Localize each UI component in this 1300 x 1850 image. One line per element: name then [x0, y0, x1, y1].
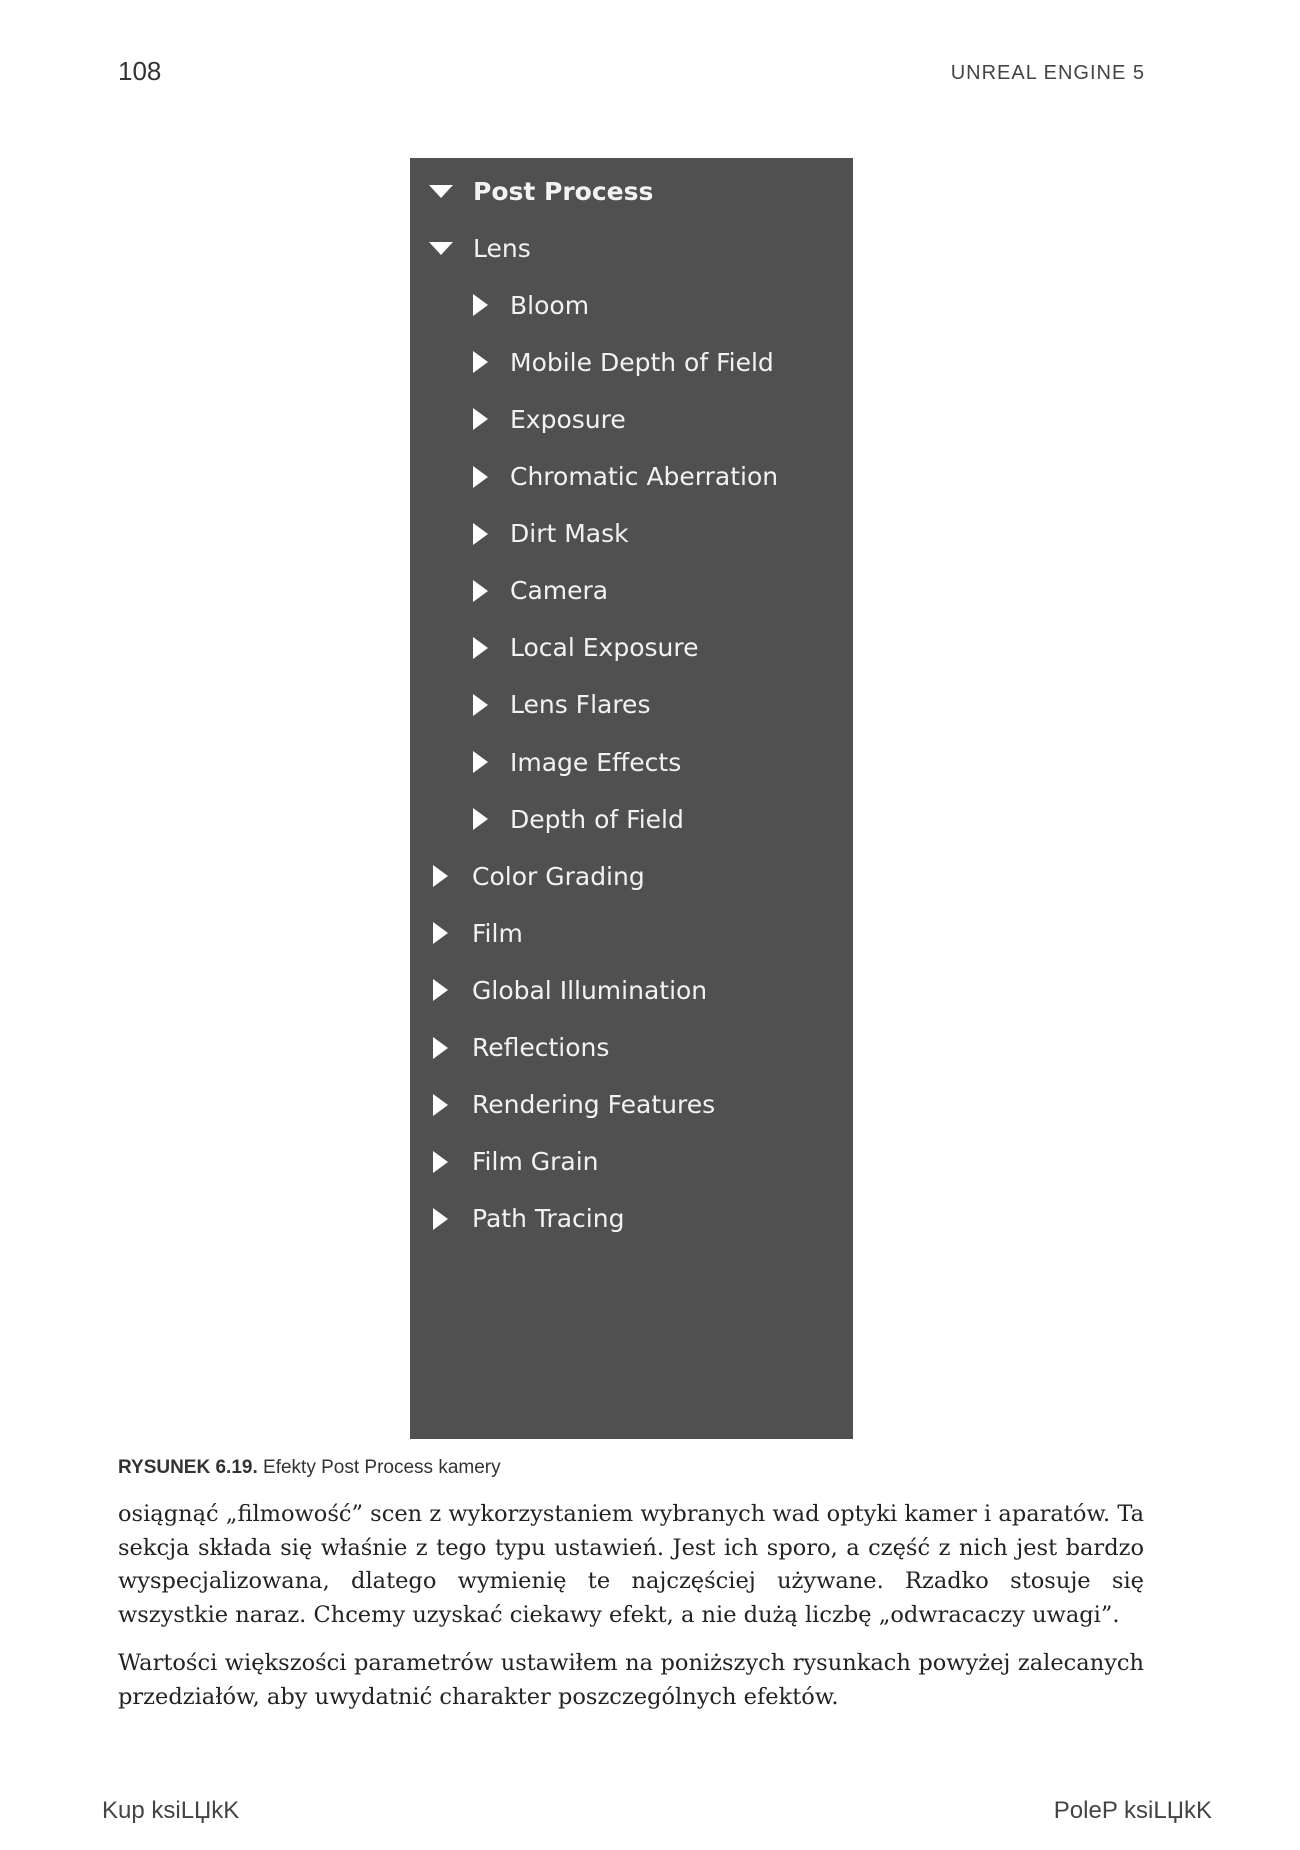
- tree-item-label: Mobile Depth of Field: [510, 347, 774, 377]
- tree-item-label: Film Grain: [472, 1147, 599, 1177]
- tree-item-label: Chromatic Aberration: [510, 462, 779, 491]
- tree-item[interactable]: [410, 276, 853, 334]
- tree-item-label: Post Process: [473, 176, 654, 206]
- collapsed-arrow-icon[interactable]: [433, 1094, 448, 1116]
- running-header: UNREAL ENGINE 5: [950, 62, 1145, 84]
- page-number: 108: [118, 56, 162, 86]
- collapsed-arrow-icon[interactable]: [433, 1151, 448, 1173]
- tree-item[interactable]: [410, 162, 853, 220]
- tree-item[interactable]: [410, 904, 853, 962]
- collapsed-arrow-icon[interactable]: [433, 922, 448, 944]
- tree-item-label: Global Illumination: [472, 975, 708, 1005]
- footer-buy-book-link[interactable]: Kup ksiLЏkK: [102, 1797, 240, 1824]
- body-paragraph-2: Wartości większości parametrów ustawiłem na poniższych rysunkach powyżej zalecanych przedziałów, aby uwydatnić charakter poszczególnych efektów.: [118, 1650, 1144, 1710]
- tree-item[interactable]: [410, 1076, 853, 1134]
- tree-item[interactable]: [410, 961, 853, 1019]
- tree-item-label: Color Grading: [472, 861, 645, 891]
- collapsed-arrow-icon[interactable]: [473, 294, 488, 316]
- tree-item-label: Rendering Features: [472, 1090, 716, 1120]
- collapsed-arrow-icon[interactable]: [473, 637, 488, 659]
- tree-item-label: Camera: [510, 576, 609, 606]
- expanded-arrow-icon[interactable]: [429, 185, 453, 198]
- tree-item-label: Image Effects: [510, 747, 682, 777]
- collapsed-arrow-icon[interactable]: [473, 751, 488, 773]
- caption-text: Efekty Post Process kamery: [263, 1457, 501, 1478]
- tree-item-label: Path Tracing: [472, 1204, 625, 1234]
- collapsed-arrow-icon[interactable]: [473, 466, 488, 488]
- tree-item-label: Lens: [473, 233, 531, 263]
- tree-item-label: Depth of Field: [510, 804, 684, 834]
- collapsed-arrow-icon[interactable]: [473, 408, 488, 430]
- tree-item-label: Reflections: [472, 1033, 610, 1062]
- tree-item[interactable]: [410, 448, 853, 506]
- tree-item-label: Bloom: [510, 290, 590, 320]
- tree-item[interactable]: [410, 1190, 853, 1248]
- tree-item[interactable]: [410, 619, 853, 677]
- tree-item[interactable]: [410, 505, 853, 563]
- tree-item[interactable]: [410, 733, 853, 791]
- collapsed-arrow-icon[interactable]: [433, 865, 448, 887]
- collapsed-arrow-icon[interactable]: [473, 523, 488, 545]
- tree-item[interactable]: [410, 219, 853, 277]
- tree-item-label: Lens Flares: [510, 690, 651, 720]
- post-process-panel: [410, 158, 853, 1439]
- expanded-arrow-icon[interactable]: [429, 242, 453, 255]
- collapsed-arrow-icon[interactable]: [433, 1037, 448, 1059]
- tree-item[interactable]: [410, 562, 853, 620]
- collapsed-arrow-icon[interactable]: [473, 351, 488, 373]
- collapsed-arrow-icon[interactable]: [433, 979, 448, 1001]
- figure-caption: [118, 1457, 501, 1479]
- caption-label: RYSUNEK 6.19.: [118, 1457, 258, 1478]
- tree-item-label: Dirt Mask: [510, 519, 629, 549]
- tree-item[interactable]: [410, 1019, 853, 1077]
- footer-recommend-book-link[interactable]: PoleP ksiLЏkK: [1053, 1797, 1212, 1824]
- collapsed-arrow-icon[interactable]: [473, 694, 488, 716]
- tree-item[interactable]: [410, 847, 853, 905]
- collapsed-arrow-icon[interactable]: [473, 580, 488, 602]
- tree-item[interactable]: [410, 676, 853, 734]
- tree-item[interactable]: [410, 1133, 853, 1191]
- tree-item-label: Local Exposure: [510, 633, 699, 663]
- body-paragraph-1: osiągnąć „filmowość” scen z wykorzystaniem wybranych wad optyki kamer i aparatów. Ta sekcja składa się właśnie z tego typu ustawień. Jest ich sporo, a część z nich jest bardzo wyspecjalizowana, dlatego wymienię te najczęściej używane. Rzadko stosuje się wszystkie naraz. Chcemy uzyskać ciekawy efekt, a nie dużą liczbę „odwracaczy uwagi”.: [118, 1501, 1144, 1628]
- tree-item[interactable]: [410, 333, 853, 391]
- collapsed-arrow-icon[interactable]: [433, 1208, 448, 1230]
- tree-item-label: Exposure: [510, 404, 626, 434]
- tree-item-label: Film: [472, 918, 523, 948]
- tree-item[interactable]: [410, 790, 853, 848]
- tree-item[interactable]: [410, 390, 853, 448]
- collapsed-arrow-icon[interactable]: [473, 808, 488, 830]
